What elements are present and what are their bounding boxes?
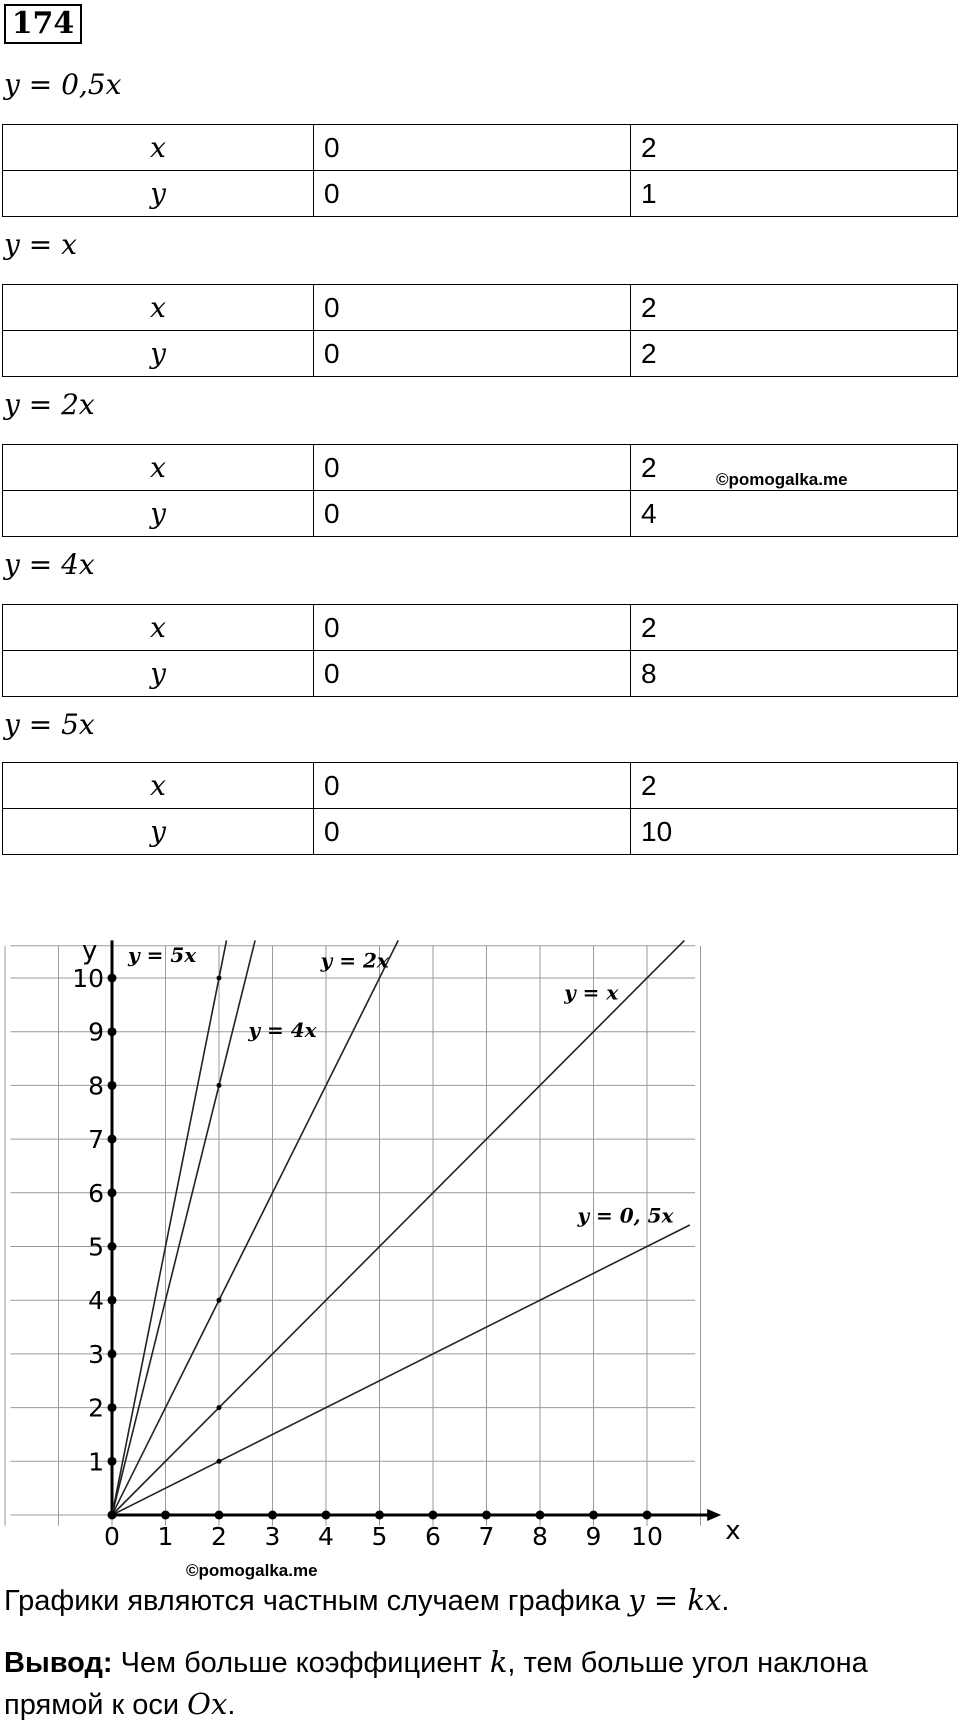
- value-table: [2, 124, 958, 217]
- y-header-cell: y: [3, 809, 314, 855]
- graph-lines: [112, 940, 690, 1515]
- graph-point: [217, 1459, 222, 1464]
- y-tick-dot: [108, 1135, 117, 1144]
- x-tick-label: 6: [425, 1522, 441, 1551]
- statement-end: .: [721, 1585, 730, 1617]
- equation-label: y = 2x: [4, 388, 95, 421]
- linear-functions-graph: [0, 905, 780, 1575]
- x-axis-label: x: [725, 1516, 741, 1546]
- table-cell: 8: [631, 651, 958, 697]
- graph-point: [217, 1083, 222, 1088]
- table-cell: 0: [314, 171, 631, 217]
- y-tick-label: 7: [88, 1125, 104, 1155]
- table-row: [3, 171, 958, 217]
- x-tick-label: 2: [211, 1522, 227, 1551]
- value-table: [2, 762, 958, 855]
- x-tick-label: 1: [157, 1522, 174, 1551]
- y-header-cell: y: [3, 331, 314, 377]
- table-cell: 0: [314, 491, 631, 537]
- x-header-cell: x: [3, 285, 314, 331]
- conclusion-text: прямой к оси: [4, 1689, 188, 1721]
- table-cell: 10: [631, 809, 958, 855]
- x-tick-dot: [589, 1511, 598, 1520]
- y-tick-dot: [108, 1296, 117, 1305]
- statement-line: [4, 1580, 729, 1621]
- table-cell: 2: [631, 763, 958, 809]
- x-tick-label: 3: [264, 1522, 281, 1551]
- x-tick-label: 5: [371, 1522, 388, 1551]
- table-cell: 0: [314, 445, 631, 491]
- x-tick-dot: [322, 1511, 331, 1520]
- y-tick-label: 4: [88, 1286, 104, 1316]
- conclusion-line: [4, 1642, 868, 1683]
- table-cell: 0: [314, 809, 631, 855]
- series-label: y = 2x: [320, 948, 389, 973]
- value-table: [2, 604, 958, 697]
- series-label: y = 5x: [128, 942, 197, 967]
- value-table: [2, 444, 958, 537]
- series-label: y = x: [564, 980, 619, 1005]
- statement-text: Графики являются частным случаем графика: [4, 1585, 629, 1617]
- x-axis-arrow: [707, 1509, 721, 1521]
- y-tick-label: 3: [88, 1339, 104, 1369]
- series-label: y = 4x: [248, 1018, 317, 1043]
- y-tick-dot: [108, 1027, 117, 1036]
- x-tick-dot: [643, 1511, 652, 1520]
- table-row: [3, 763, 958, 809]
- conclusion-end: .: [227, 1689, 236, 1721]
- x-tick-dot: [108, 1511, 117, 1520]
- y-axis-label: y: [82, 936, 98, 967]
- table-cell: 2: [631, 331, 958, 377]
- y-header-cell: y: [3, 651, 314, 697]
- table-cell: 2: [631, 445, 958, 491]
- table-row: [3, 651, 958, 697]
- table-cell: 0: [314, 331, 631, 377]
- table-cell: 1: [631, 171, 958, 217]
- axis-name: Ox: [187, 1687, 228, 1721]
- y-tick-dot: [108, 1349, 117, 1358]
- table-cell: 2: [631, 285, 958, 331]
- table-cell: 0: [314, 651, 631, 697]
- table-row: [3, 809, 958, 855]
- y-tick-label: 10: [72, 964, 104, 993]
- x-header-cell: x: [3, 763, 314, 809]
- table-cell: 0: [314, 125, 631, 171]
- x-tick-label: 4: [318, 1522, 334, 1551]
- task-number: 174: [4, 4, 82, 44]
- x-tick-dot: [161, 1511, 170, 1520]
- x-tick-dot: [482, 1511, 491, 1520]
- y-tick-label: 2: [88, 1393, 104, 1423]
- x-tick-label: 10: [631, 1522, 663, 1551]
- graph-point: [217, 976, 222, 981]
- graph-point: [217, 1298, 222, 1303]
- graph-line: [112, 940, 226, 1515]
- series-label: y = 0, 5x: [577, 1203, 674, 1228]
- graph-line: [112, 940, 684, 1515]
- y-tick-dot: [108, 974, 117, 983]
- x-tick-label: 9: [585, 1522, 602, 1551]
- y-tick-dot: [108, 1457, 117, 1466]
- conclusion-line-2: [4, 1684, 235, 1725]
- x-header-cell: x: [3, 605, 314, 651]
- x-tick-dot: [536, 1511, 545, 1520]
- x-tick-dot: [429, 1511, 438, 1520]
- equation-label: y = 0,5x: [4, 68, 122, 101]
- watermark: ©pomogalka.me: [186, 1561, 318, 1580]
- x-header-cell: x: [3, 445, 314, 491]
- y-tick-label: 6: [88, 1178, 104, 1208]
- y-header-cell: y: [3, 491, 314, 537]
- table-cell: 0: [314, 285, 631, 331]
- vyvod-label: Вывод:: [4, 1647, 113, 1679]
- y-tick-label: 1: [88, 1447, 104, 1477]
- x-tick-dot: [215, 1511, 224, 1520]
- y-tick-label: 8: [88, 1071, 104, 1101]
- x-tick-label: 0: [104, 1522, 120, 1551]
- coefficient-k: k: [489, 1645, 508, 1679]
- table-row: [3, 605, 958, 651]
- graph-point: [217, 1405, 222, 1410]
- conclusion-text: Чем больше коэффициент: [112, 1647, 490, 1679]
- x-tick-label: 7: [478, 1522, 495, 1551]
- table-row: [3, 125, 958, 171]
- y-tick-dot: [108, 1242, 117, 1251]
- table-cell: 0: [314, 605, 631, 651]
- table-row: [3, 285, 958, 331]
- table-cell: 2: [631, 605, 958, 651]
- x-tick-dot: [375, 1511, 384, 1520]
- y-tick-dot: [108, 1188, 117, 1197]
- graph-line: [112, 1225, 690, 1515]
- table-row: [3, 491, 958, 537]
- formula: y = kx: [628, 1583, 722, 1617]
- y-tick-label: 9: [88, 1017, 104, 1047]
- y-tick-label: 5: [88, 1232, 104, 1262]
- equation-label: y = 5x: [4, 708, 95, 741]
- equation-label: y = x: [4, 228, 77, 261]
- table-cell: 4: [631, 491, 958, 537]
- equation-label: y = 4x: [4, 548, 95, 581]
- x-tick-dot: [268, 1511, 277, 1520]
- conclusion-text-rest: , тем больше угол наклона: [507, 1647, 868, 1679]
- watermark: ©pomogalka.me: [716, 470, 848, 489]
- graph-line: [112, 940, 255, 1515]
- x-tick-label: 8: [532, 1522, 548, 1551]
- x-header-cell: x: [3, 125, 314, 171]
- table-cell: 2: [631, 125, 958, 171]
- table-cell: 0: [314, 763, 631, 809]
- y-tick-dot: [108, 1081, 117, 1090]
- y-header-cell: y: [3, 171, 314, 217]
- table-row: [3, 331, 958, 377]
- value-table: [2, 284, 958, 377]
- y-tick-dot: [108, 1403, 117, 1412]
